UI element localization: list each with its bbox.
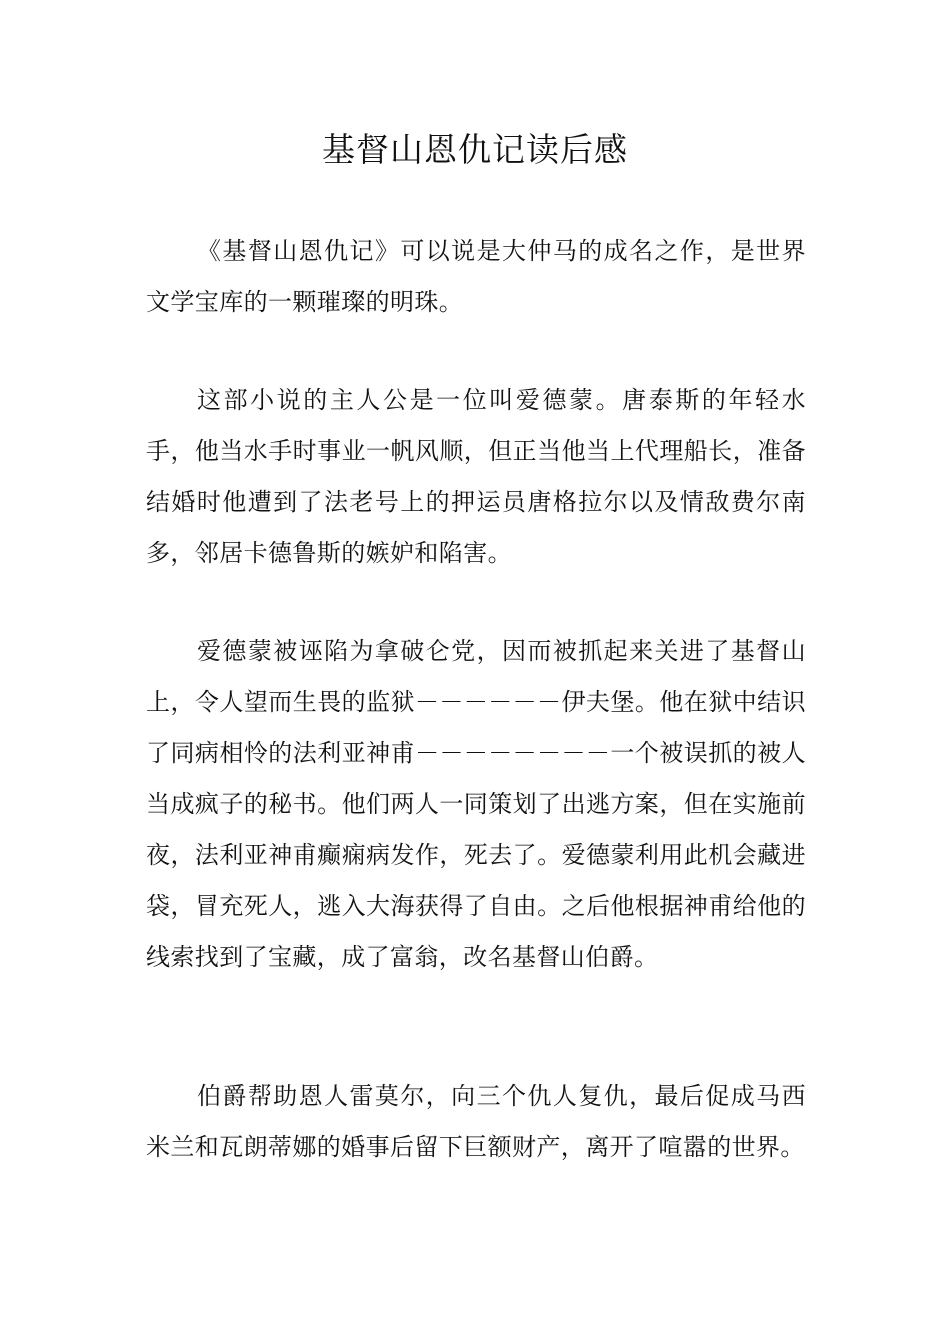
- paragraph-3: 爱德蒙被诬陷为拿破仑党，因而被抓起来关进了基督山上，令人望而生畏的监狱－－－－－－伊夫堡。他在狱中结识了同病相怜的法利亚神甫－－－－－－－－一个被误抓的被人当成疯子的秘书。他们两人一同策划了出逃方案，但在实施前夜，法利亚神甫癫痫病发作，死去了。爱德蒙利用此机会藏进袋，冒充死人，逃入大海获得了自由。之后他根据神甫给他的线索找到了宝藏，成了富翁，改名基督山伯爵。: [146, 637, 806, 971]
- paragraph-1: 《基督山恩仇记》可以说是大仲马的成名之作，是世界文学宝库的一颗璀璨的明珠。: [146, 237, 806, 316]
- paragraph-2: 这部小说的主人公是一位叫爱德蒙。唐泰斯的年轻水手，他当水手时事业一帆风顺，但正当他当上代理船长，准备结婚时他遭到了法老号上的押运员唐格拉尔以及情敌费尔南多，邻居卡德鲁斯的嫉妒和陷害。: [146, 386, 806, 567]
- page-title: 基督山恩仇记读后感: [322, 130, 628, 169]
- paragraph-4: 伯爵帮助恩人雷莫尔，向三个仇人复仇，最后促成马西米兰和瓦朗蒂娜的婚事后留下巨额财产，离开了喧嚣的世界。: [146, 1082, 806, 1161]
